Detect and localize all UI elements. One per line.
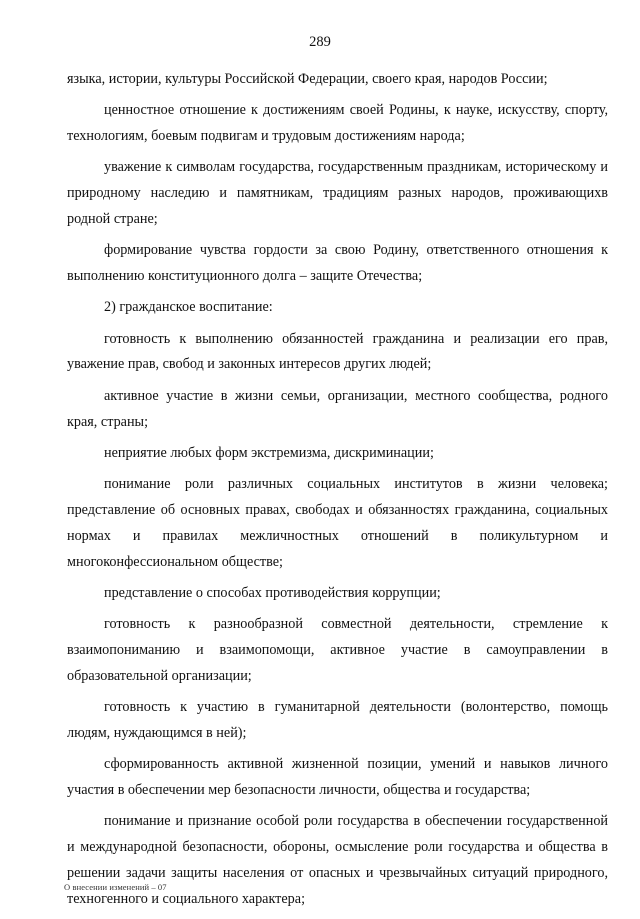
paragraph: формирование чувства гордости за свою Родину, ответственного отношения к выполнению конституционного долга – защите Отечества; [67, 242, 608, 285]
paragraph: сформированность активной жизненной позиции, умений и навыков личного участия в обеспечении мер безопасности личности, общества и государства; [67, 756, 608, 798]
paragraph: понимание роли различных социальных институтов в жизни человека; представление об основных правах, свободах и обязанностях гражданина, социальных нормах и правилах межличностных отношений в поликультурном и многоконфессиональном обществе; [67, 476, 608, 570]
paragraph: языка, истории, культуры Российской Федерации, своего края, народов России; [67, 71, 548, 87]
document-body [67, 67, 608, 912]
paragraph: ценностное отношение к достижениям своей Родины, к науке, искусству, спорту, технологиям, боевым подвигам и трудовым достижениям народа; [67, 102, 608, 145]
paragraph: активное участие в жизни семьи, организации, местного сообщества, родного края, страны; [67, 387, 608, 430]
paragraph: понимание и признание особой роли государства в обеспечении государственной и международной безопасности, обороны, осмысление роли государства и общества в решении задачи защиты населения от опасных и чрезвычайных ситуаций природного, техногенного и социального характера; [67, 813, 608, 907]
paragraph: готовность к разнообразной совместной деятельности, стремление к взаимопониманию и взаимопомощи, активное участие в самоуправлении в образовательной организации; [67, 616, 608, 684]
paragraph: готовность к выполнению обязанностей гражданина и реализации его прав, уважение прав, свобод и законных интересов других людей; [67, 330, 608, 373]
page-number: 289 [309, 34, 331, 50]
paragraph: неприятие любых форм экстремизма, дискриминации; [104, 444, 434, 461]
section-heading: 2) гражданское воспитание: [104, 299, 273, 316]
page-footer: О внесении изменений – 07 [64, 882, 167, 892]
paragraph: готовность к участию в гуманитарной деятельности (волонтерство, помощь людям, нуждающимся в ней); [67, 699, 608, 741]
paragraph: уважение к символам государства, государственным праздникам, историческому и природному наследию и памятникам, традициям разных народов, проживающихв родной стране; [67, 159, 608, 227]
paragraph: представление о способах противодействия коррупции; [104, 584, 441, 601]
